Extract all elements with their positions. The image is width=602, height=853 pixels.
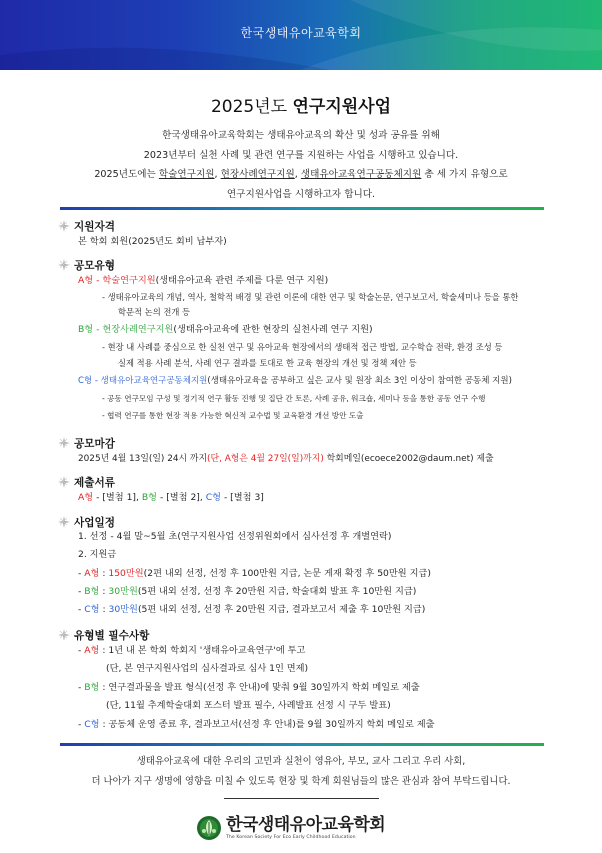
requirement-c-text: : 공동체 운영 종료 후, 결과보고서(선정 후 안내)를 9월 30일까지 학회 메일로 제출	[99, 719, 435, 730]
funding-b-dash: -	[78, 586, 85, 597]
schedule-item-2: 2. 지원금	[78, 549, 117, 560]
logo-name: 한국생태유아교육학회	[226, 815, 386, 835]
funding-a-label: A형	[84, 568, 100, 579]
section-schedule-heading	[58, 515, 115, 529]
sparkle-icon	[58, 259, 70, 271]
bottom-divider	[60, 743, 544, 746]
type-a-desc: (생태유아교육 관련 주제를 다룬 연구 지원)	[155, 275, 329, 286]
section-eligibility-heading	[58, 219, 115, 233]
intro-type-a: 학술연구지원	[158, 169, 215, 180]
requirement-a-line	[78, 644, 305, 658]
section-types-heading	[58, 258, 115, 272]
deadline-line	[78, 452, 494, 466]
logo-subtitle: The Korean Society For Eco Early Childhood Education	[226, 835, 356, 840]
type-b-desc: (생태유아교육에 관한 현장의 실천사례 연구 지원)	[173, 324, 373, 335]
requirement-a-dash: -	[78, 645, 85, 656]
documents-b-doc: - [별첨 2],	[157, 492, 206, 503]
closing-line-1: 생태유아교육에 대한 우리의 고민과 실천이 영유아, 부모, 교사 그리고 우리 사회,	[136, 756, 466, 767]
funding-b-desc: (5편 내외 선정, 선정 후 20만원 지급, 학술대회 발표 후 10만원 지급)	[137, 586, 417, 597]
sparkle-icon	[58, 629, 70, 641]
requirements-heading-text: 유형별 필수사항	[74, 629, 150, 642]
funding-c-line	[78, 603, 425, 617]
deadline-date: 2025년 4월 13일(일) 24시 까지	[78, 454, 208, 464]
funding-a-amount: 150만원	[108, 568, 144, 579]
funding-b-line	[78, 585, 416, 599]
intro-type-b: 현장사례연구지원	[220, 169, 295, 180]
funding-a-sep: :	[99, 568, 109, 579]
intro-line-1: 한국생태유아교육학회는 생태유아교육의 확산 및 성과 공유를 위해	[162, 130, 440, 141]
page-title	[0, 92, 602, 117]
schedule-heading-text: 사업일정	[74, 516, 115, 529]
sparkle-icon	[58, 220, 70, 232]
documents-b-label: B형	[141, 492, 158, 503]
type-c-sub-1: - 공동 연구모임 구성 및 정기적 연구 활동 진행 및 집단 간 토론, 사례 공유, 워크숍, 세미나 등을 통한 공동 연구 수행	[102, 394, 486, 403]
type-a-label: A형	[78, 275, 94, 286]
requirement-b-text: : 연구결과물을 발표 형식(선정 후 안내)에 맞춰 9월 30일까지 학회 메일로 제출	[99, 682, 420, 693]
type-a-name: 학술연구지원	[102, 275, 156, 286]
funding-b-sep: :	[99, 586, 109, 597]
type-c-line: C형 - 생태유아교육연구공동체지원(생태유아교육을 공부하고 싶은 교사 및 원장 최소 3인 이상이 참여한 공동체 지원)	[78, 376, 512, 386]
sparkle-icon	[58, 476, 70, 488]
header-banner	[0, 0, 602, 70]
requirement-c-line	[78, 718, 435, 732]
top-divider	[60, 207, 544, 210]
funding-c-sep: :	[99, 604, 109, 615]
schedule-item-1: 1. 선정 - 4월 말~5월 초(연구지원사업 선정위원회에서 심사선정 후 개별연락)	[78, 531, 392, 542]
section-documents-heading	[58, 475, 115, 489]
funding-c-desc: (5편 내외 선정, 선정 후 20만원 지급, 결과보고서 제출 후 10만원 지급)	[137, 604, 426, 615]
sparkle-icon	[58, 437, 70, 449]
intro-line-4: 연구지원사업을 시행하고자 합니다.	[226, 188, 376, 200]
closing-line-2: 더 나아가 지구 생명에 영향을 미칠 수 있도록 현장 및 학계 회원님들의 많은 관심과 참여 부탁드립니다.	[91, 776, 511, 787]
sparkle-icon	[58, 516, 70, 528]
deadline-exception: (단, A형은 4월 27일(일)까지)	[207, 454, 324, 464]
funding-a-line	[78, 567, 431, 581]
documents-c-label: C형	[205, 492, 222, 503]
intro-line-3	[40, 165, 562, 185]
type-c-desc: (생태유아교육을 공부하고 싶은 교사 및 원장 최소 3인 이상이 참여한 공동체 지원)	[207, 376, 512, 386]
type-a-line: A형 - 학술연구지원(생태유아교육 관련 주제를 다룬 연구 지원)	[78, 275, 329, 286]
deadline-heading-text: 공모마감	[74, 437, 115, 450]
deadline-submission: 학회메일(ecoece2002@daum.net) 제출	[323, 454, 494, 464]
banner-org-title: 한국생태유아교육학회	[240, 26, 362, 40]
type-b-name: 현장사례연구지원	[102, 324, 174, 335]
requirement-b-dash: -	[78, 682, 85, 693]
documents-line	[78, 491, 264, 505]
requirement-b-note: (단, 11월 추계학술대회 포스터 발표 필수, 사례발표 선정 시 구두 발표)	[106, 700, 391, 711]
requirement-c-dash: -	[78, 719, 85, 730]
requirement-b-label: B형	[84, 682, 100, 693]
funding-c-amount: 30만원	[108, 604, 138, 615]
funding-c-label: C형	[84, 604, 100, 615]
logo-text	[226, 815, 385, 841]
type-b-line: B형 - 현장사례연구지원(생태유아교육에 관한 현장의 실천사례 연구 지원)	[78, 324, 373, 335]
type-c-name: 생태유아교육연구공동체지원	[100, 376, 208, 386]
funding-a-dash: -	[78, 568, 85, 579]
types-heading-text: 공모유형	[74, 259, 115, 272]
requirement-a-label: A형	[84, 645, 100, 656]
documents-c-doc: - [별첨 3]	[221, 492, 264, 503]
section-deadline-heading	[58, 436, 115, 450]
society-emblem-icon	[196, 815, 222, 841]
intro-sep-1: ,	[214, 169, 221, 180]
requirement-c-label: C형	[84, 719, 100, 730]
intro-paragraph	[40, 126, 562, 204]
type-b-sub-2: 실제 적용 사례 분석, 사례 연구 결과를 토대로 한 교육 현장의 개선 및 정책 제안 등	[118, 358, 417, 368]
title-year: 2025년도	[210, 97, 288, 117]
eligibility-body: 본 학회 회원(2025년도 회비 납부자)	[78, 236, 227, 247]
footer-rule	[224, 798, 379, 799]
intro-sep-2: ,	[294, 169, 301, 180]
funding-c-dash: -	[78, 604, 85, 615]
intro-line-2: 2023년부터 실천 사례 및 관련 연구를 지원하는 사업을 시행하고 있습니다.	[143, 149, 459, 161]
type-c-sub-2: - 협력 연구를 통한 현장 적용 가능한 혁신적 교수법 및 교육환경 개선 방안 도출	[102, 411, 364, 420]
intro-type-c: 생태유아교육연구공동체지원	[300, 169, 422, 180]
section-requirements-heading	[58, 628, 149, 642]
closing-paragraph	[30, 752, 572, 792]
eligibility-heading-text: 지원자격	[74, 220, 115, 233]
requirement-b-line	[78, 681, 420, 695]
requirement-a-note: (단, 본 연구지원사업의 심사결과로 심사 1인 면제)	[106, 663, 309, 674]
type-a-sub-2: 학문적 논의 전개 등	[118, 307, 191, 317]
type-a-sub-1: - 생태유아교육의 개념, 역사, 철학적 배경 및 관련 이론에 대한 연구 및 학술논문, 연구보고서, 학술세미나 등을 통한	[102, 292, 519, 302]
requirement-a-text: : 1년 내 본 학회 학회지 '생태유아교육연구'에 투고	[99, 645, 306, 656]
funding-b-label: B형	[84, 586, 100, 597]
funding-b-amount: 30만원	[108, 586, 138, 597]
intro-line-3-post: 총 세 가지 유형으로	[421, 169, 508, 180]
documents-heading-text: 제출서류	[74, 476, 115, 489]
type-c-label: C형	[78, 376, 93, 386]
intro-line-3-pre: 2025년도에는	[94, 169, 159, 180]
title-name: 연구지원사업	[292, 97, 392, 117]
funding-a-desc: (2편 내외 선정, 선정 후 100만원 지급, 논문 게재 확정 후 50만원 지급)	[143, 568, 431, 579]
type-b-sub-1: - 현장 내 사례를 중심으로 한 실천 연구 및 유아교육 현장에서의 생태적 접근 방법, 교수학습 전략, 환경 조성 등	[102, 342, 503, 352]
documents-a-label: A형	[78, 492, 94, 503]
type-b-label: B형	[78, 324, 94, 335]
footer-logo	[196, 815, 406, 847]
documents-a-doc: - [별첨 1],	[93, 492, 142, 503]
